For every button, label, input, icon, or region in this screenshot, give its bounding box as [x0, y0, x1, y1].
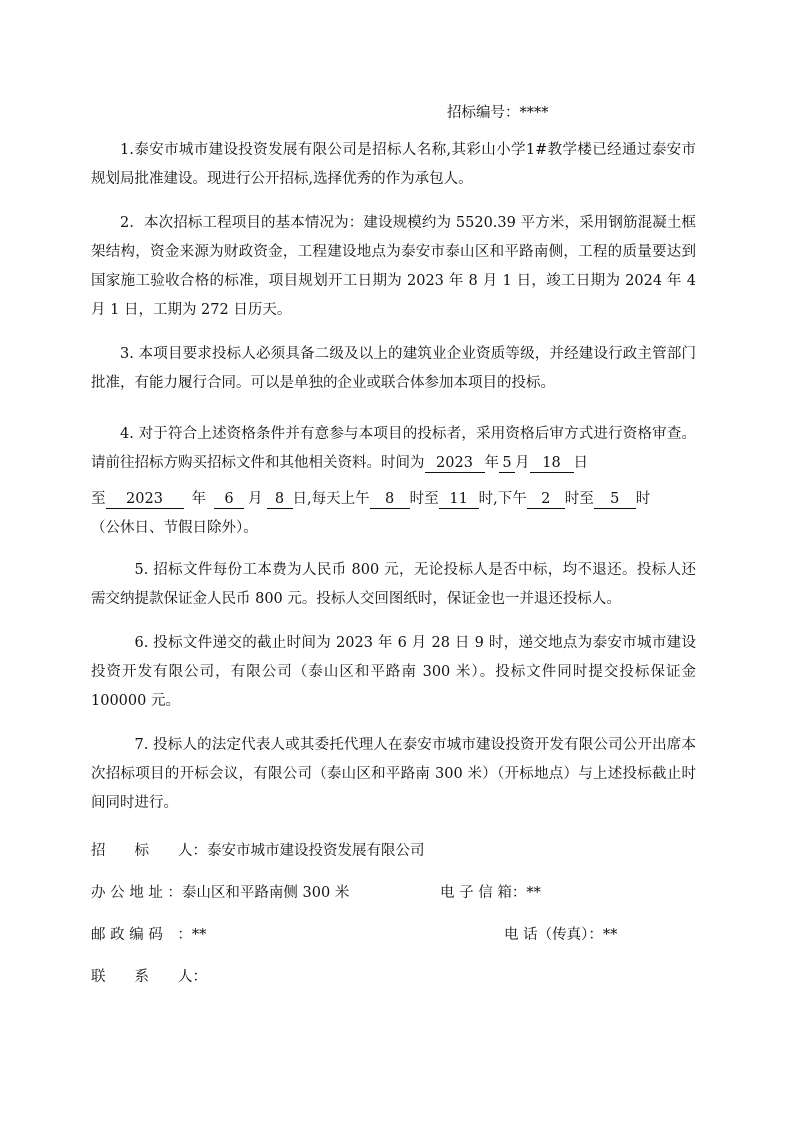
pm-start: 2	[527, 491, 565, 509]
address-line: 办 公 地 址 ：泰山区和平路南侧 300 米	[91, 885, 350, 901]
am-start: 8	[370, 491, 410, 509]
am-end: 11	[439, 491, 479, 509]
paragraph-1: 1.泰安市城市建设投资发展有限公司是招标人名称,其彩山小学1#教学楼已经通过泰安市规划局批准建设。现进行公开招标,选择优秀的作为承包人。	[91, 142, 696, 187]
p4-intro: 4. 对于符合上述资格条件并有意参与本项目的投标者，采用资格后审方式进行资格审查。请前往招标方购买招标文件和其他相关资料。时间为	[91, 426, 696, 471]
p4-date-range-line	[91, 487, 650, 509]
holiday-note: （公休日、节假日除外）。	[91, 520, 258, 536]
to-label: 至	[91, 491, 106, 507]
end-month-label: 月	[248, 491, 263, 507]
end-day: 8	[267, 491, 293, 509]
paragraph-7: 7. 投标人的法定代表人或其委托代理人在泰安市城市建设投资开发有限公司公开出席本次招标项目的开标会议，有限公司（泰山区和平路南 300 米）（开标地点）与上述投标截止时间同时进行。	[91, 737, 696, 811]
end-year-label: 年	[191, 491, 206, 507]
end-year: 2023	[106, 491, 184, 509]
phone-line: 电 话（传真）：**	[504, 927, 618, 943]
email-line: 电 子 信 箱：**	[440, 885, 541, 901]
tender-number: 招标编号：****	[447, 105, 549, 121]
paragraph-4	[91, 420, 696, 478]
month-label: 月	[515, 455, 530, 471]
year-label: 年	[484, 455, 499, 471]
contact-person-line: 联 系 人：	[91, 969, 207, 985]
hour-label: 时	[635, 491, 651, 507]
paragraph-6: 6. 投标文件递交的截止时间为 2023 年 6 月 28 日 9 时，递交地点为泰安市城市建设投资开发有限公司，有限公司（泰山区和平路南 300 米）。投标文件同时提交投标保证金 100000 元。	[91, 635, 696, 709]
start-month: 5	[499, 455, 515, 473]
pm-label: 时,下午	[478, 491, 527, 507]
start-day: 18	[530, 455, 574, 473]
paragraph-5: 5. 招标文件每份工本费为人民币 800 元，无论投标人是否中标，均不退还。投标人还需交纳提款保证金人民币 800 元。投标人交回图纸时，保证金也一并退还投标人。	[91, 562, 696, 607]
end-month: 6	[214, 491, 244, 509]
paragraph-3: 3. 本项目要求投标人必须具备二级及以上的建筑业企业资质等级，并经建设行政主管部门批准，有能力履行合同。可以是单独的企业或联合体参加本项目的投标。	[91, 346, 696, 391]
postcode-line: 邮 政 编 码 ：**	[91, 927, 207, 943]
day-end-label: 日,每天上午	[292, 491, 370, 507]
am-hour-to-label: 时至	[409, 491, 439, 507]
pm-end: 5	[594, 491, 636, 509]
start-year: 2023	[425, 455, 485, 473]
paragraph-2: 2．本次招标工程项目的基本情况为：建设规模约为 5520.39 平方米，采用钢筋混凝土框架结构，资金来源为财政资金，工程建设地点为泰安市泰山区和平路南侧，工程的质量要达到国家施工验收合格的标准，项目规划开工日期为 2023 年 8 月 1 日，竣工日期为 2024 年 4 月 1 日，工期为 272 日历天。	[91, 215, 696, 318]
tenderer-line: 招 标 人：泰安市城市建设投资发展有限公司	[91, 843, 425, 859]
day-label: 日	[573, 455, 588, 471]
pm-hour-to-label: 时至	[564, 491, 594, 507]
